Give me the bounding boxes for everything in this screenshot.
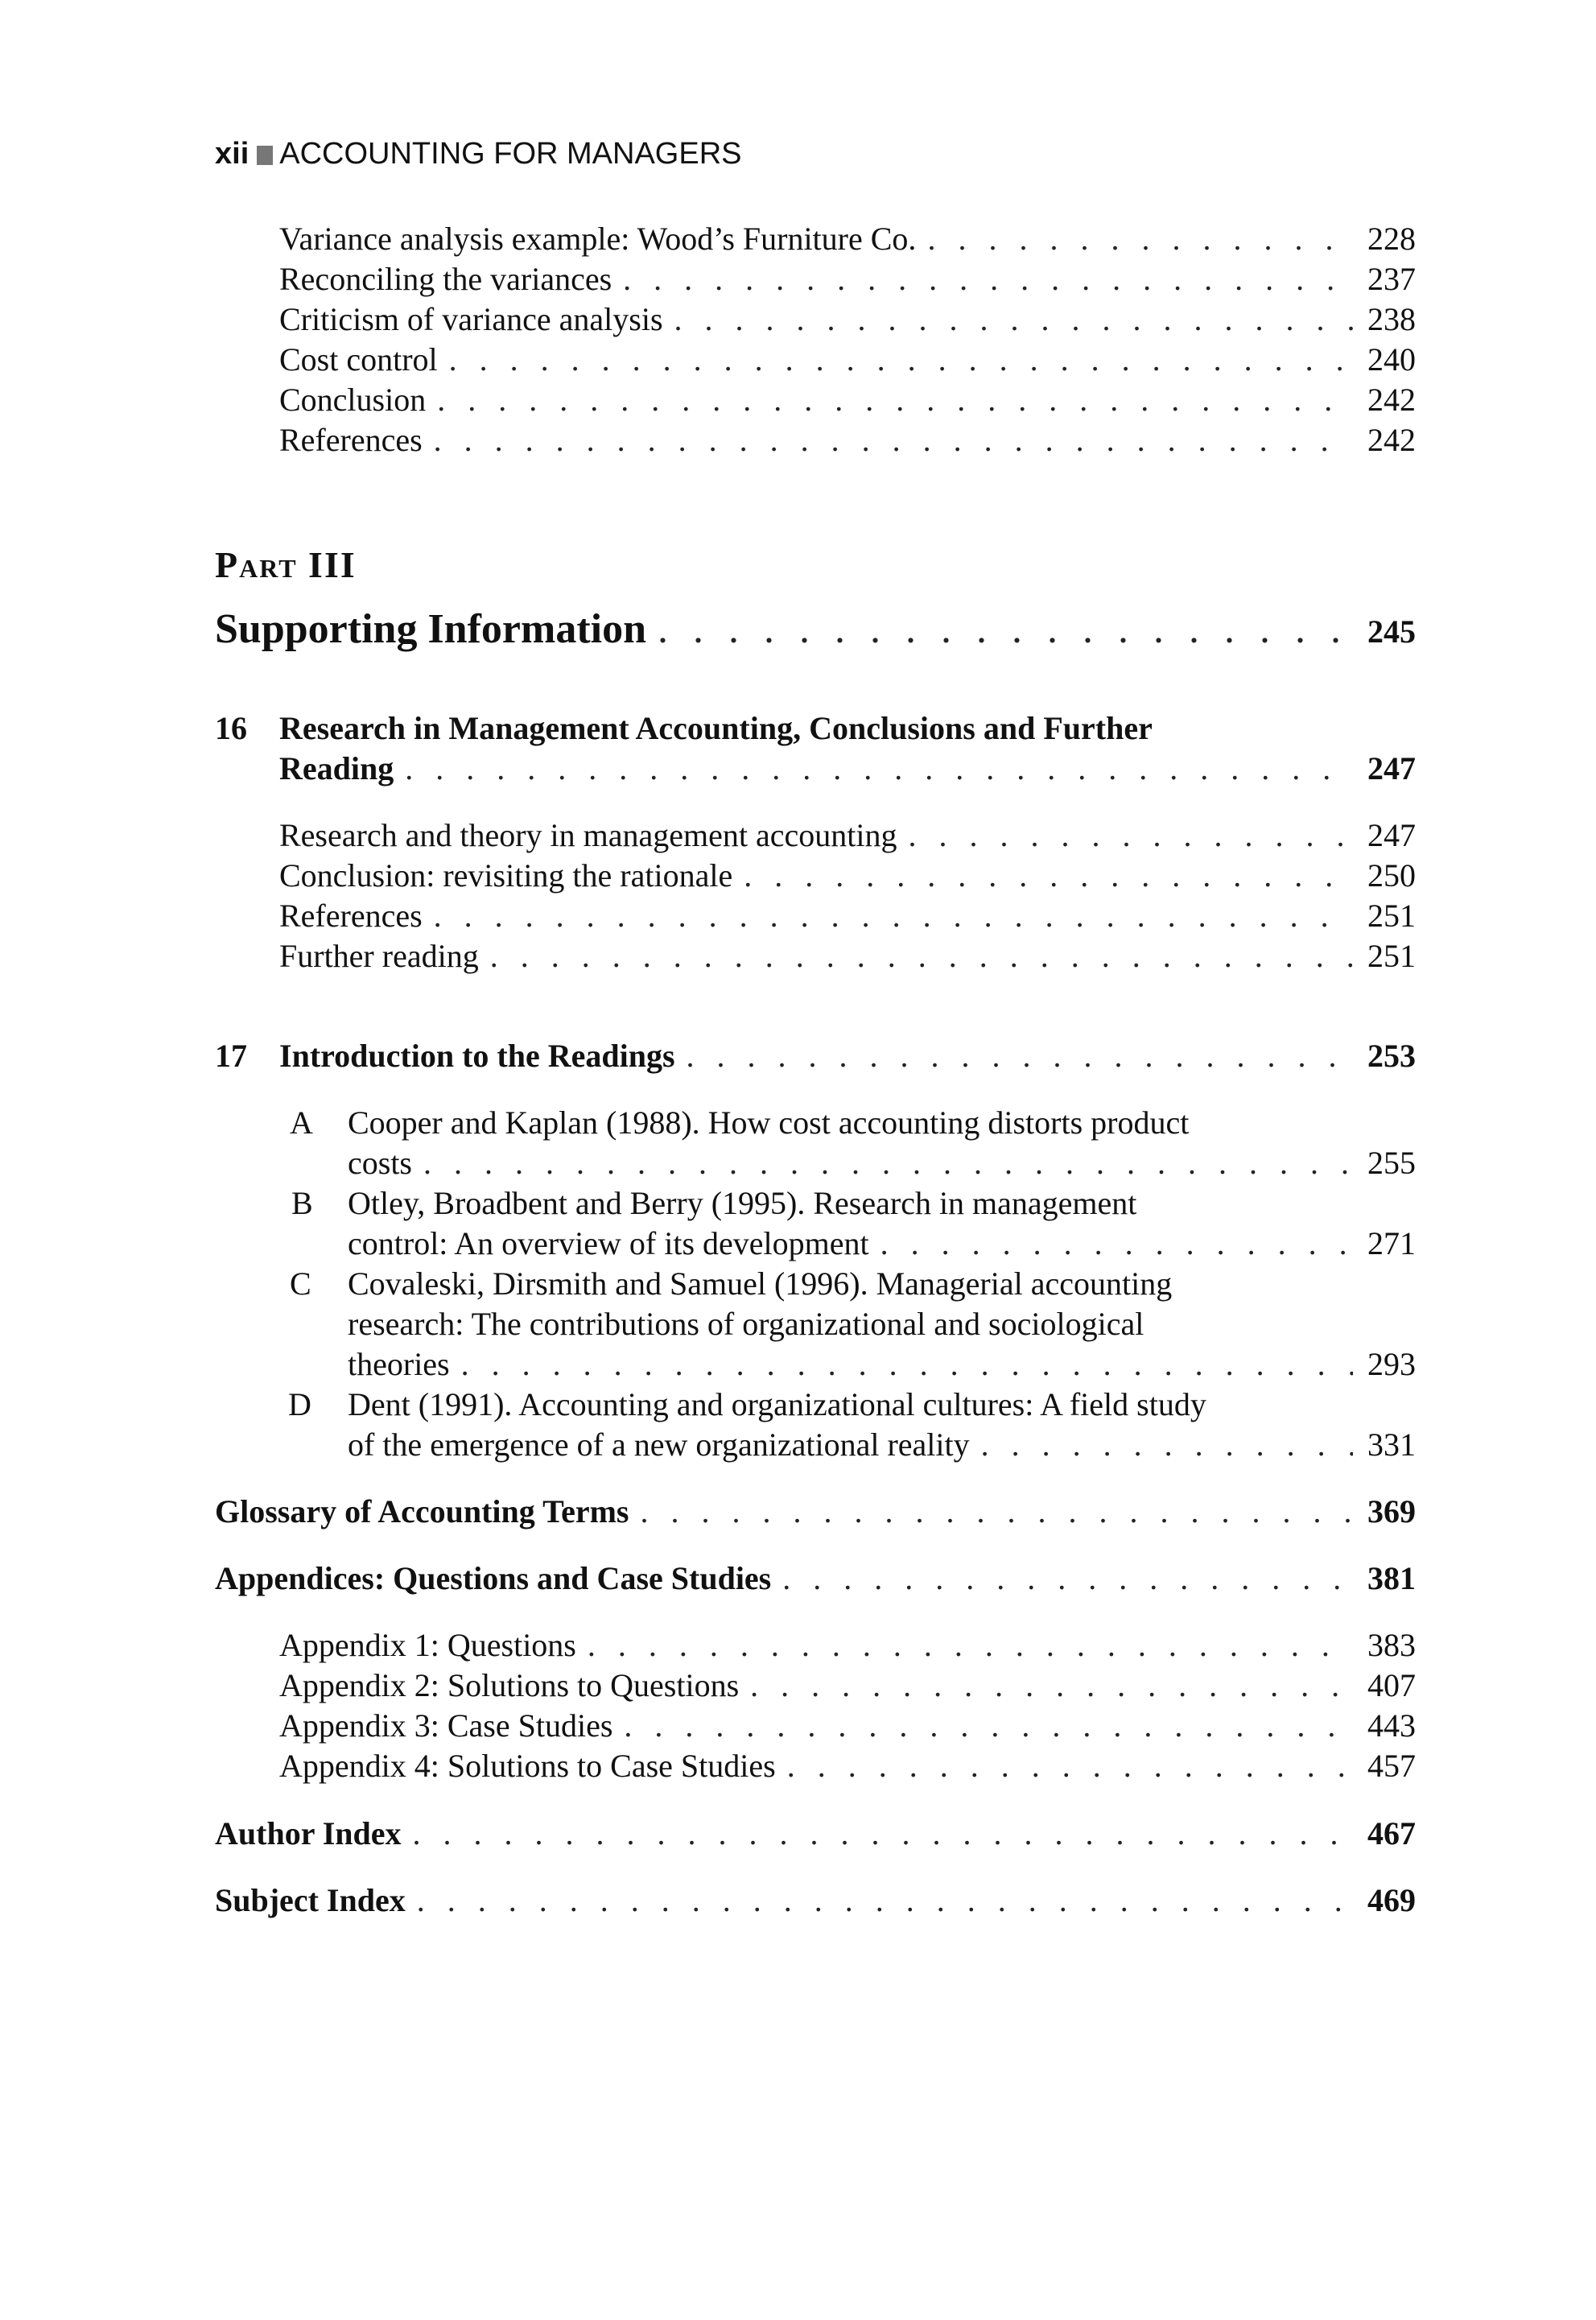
page-number: 247 (1367, 750, 1416, 786)
dot-leader (437, 380, 1353, 420)
toc-entry[interactable]: Research and theory in management accounting . . . 247 (279, 815, 1416, 856)
dot-leader (787, 1746, 1353, 1786)
page-folio: xii (215, 137, 250, 171)
reading-title[interactable]: Otley, Broadbent and Berry (1995). Research in management (348, 1185, 1137, 1221)
toc-entry[interactable]: Appendix 4: Solutions to Case Studies . . . 457 (279, 1746, 1416, 1786)
page-number: 251 (1367, 938, 1416, 974)
dot-leader (908, 815, 1353, 856)
dot-leader (640, 1492, 1353, 1532)
toc-entry[interactable]: Cost control . . . 240 (279, 340, 1416, 380)
chapter-number: 16 (215, 710, 247, 746)
toc-entry[interactable]: Further reading . . . 251 (279, 936, 1416, 976)
toc-entry[interactable]: Criticism of variance analysis . . . 238 (279, 299, 1416, 340)
appendices-entry[interactable]: Appendices: Questions and Case Studies . . . 381 (215, 1558, 1416, 1599)
dot-leader (413, 1814, 1353, 1854)
dot-leader (744, 856, 1353, 896)
toc-entry[interactable]: Appendix 3: Case Studies . . . 443 (279, 1706, 1416, 1746)
dot-leader (423, 1143, 1353, 1183)
page-number: 271 (1367, 1225, 1416, 1261)
reading-title[interactable]: research: The contributions of organizational and sociological (348, 1306, 1144, 1342)
reading-entry[interactable]: of the emergence of a new organizational reality . . . 331 (348, 1425, 1416, 1465)
chapter-title-entry[interactable]: Introduction to the Readings . . . 253 (279, 1036, 1416, 1076)
toc-entry[interactable]: References . . . 242 (279, 420, 1416, 460)
page-number: 238 (1367, 301, 1416, 337)
dot-leader (687, 1036, 1353, 1076)
square-bullet-icon (257, 146, 273, 165)
page-number: 247 (1367, 817, 1416, 853)
page-number: 469 (1367, 1882, 1416, 1918)
reading-entry[interactable]: costs . . . 255 (348, 1143, 1416, 1183)
page-number: 242 (1367, 382, 1416, 418)
glossary-entry[interactable]: Glossary of Accounting Terms . . . 369 (215, 1492, 1416, 1532)
toc-entry[interactable]: Appendix 2: Solutions to Questions . . . 407 (279, 1666, 1416, 1706)
page-number: 443 (1367, 1707, 1416, 1744)
reading-letter: C (290, 1265, 311, 1302)
dot-leader (981, 1425, 1353, 1465)
reading-entry[interactable]: control: An overview of its development . . . 271 (348, 1224, 1416, 1264)
subject-index-entry[interactable]: Subject Index . . . 469 (215, 1880, 1416, 1921)
dot-leader (434, 896, 1353, 936)
chapter-number: 17 (215, 1038, 247, 1074)
reading-letter: B (291, 1185, 313, 1221)
page-number: 240 (1367, 341, 1416, 378)
author-index-entry[interactable]: Author Index . . . 467 (215, 1814, 1416, 1854)
dot-leader (417, 1880, 1353, 1921)
page-number: 381 (1367, 1560, 1416, 1596)
reading-letter: A (290, 1104, 313, 1141)
page-number: 407 (1367, 1667, 1416, 1703)
reading-letter: D (288, 1386, 311, 1422)
page-number: 331 (1367, 1426, 1416, 1463)
toc-entry[interactable]: Conclusion: revisiting the rationale . . . 250 (279, 856, 1416, 896)
page-number: 228 (1367, 221, 1416, 257)
dot-leader (449, 340, 1353, 380)
page-number: 457 (1367, 1748, 1416, 1784)
reading-title[interactable]: Covaleski, Dirsmith and Samuel (1996). Managerial accounting (348, 1265, 1173, 1302)
page-number: 369 (1367, 1493, 1416, 1529)
page-number: 293 (1367, 1346, 1416, 1382)
chapter-title[interactable]: Research in Management Accounting, Conclusions and Further (279, 710, 1153, 746)
dot-leader (927, 219, 1353, 259)
dot-leader (623, 259, 1353, 299)
toc-entry[interactable]: Variance analysis example: Wood’s Furniture Co. . . . 228 (279, 219, 1416, 259)
dot-leader (624, 1706, 1353, 1746)
dot-leader (490, 936, 1353, 976)
dot-leader (782, 1558, 1353, 1599)
page-number: 250 (1367, 857, 1416, 894)
running-head (215, 138, 742, 169)
page-number: 467 (1367, 1815, 1416, 1851)
dot-leader (880, 1224, 1353, 1264)
reading-entry[interactable]: theories . . . 293 (348, 1344, 1416, 1385)
dot-leader (674, 299, 1353, 340)
dot-leader (434, 420, 1353, 460)
part-title-entry[interactable]: Supporting Information . . . 245 (215, 605, 1416, 656)
page-number: 242 (1367, 422, 1416, 458)
chapter-title-entry[interactable]: Reading . . . 247 (279, 749, 1416, 789)
dot-leader (750, 1666, 1353, 1706)
toc-entry[interactable]: Conclusion . . . 242 (279, 380, 1416, 420)
dot-leader (588, 1625, 1353, 1666)
toc-entry[interactable]: Appendix 1: Questions . . . 383 (279, 1625, 1416, 1666)
page-number: 255 (1367, 1145, 1416, 1181)
reading-title[interactable]: Dent (1991). Accounting and organizational cultures: A field study (348, 1386, 1206, 1422)
toc-entry[interactable]: Reconciling the variances . . . 237 (279, 259, 1416, 299)
dot-leader (405, 749, 1353, 789)
page-number: 245 (1367, 613, 1416, 650)
dot-leader (658, 605, 1353, 654)
dot-leader (461, 1344, 1353, 1385)
page-number: 383 (1367, 1627, 1416, 1663)
reading-title[interactable]: Cooper and Kaplan (1988). How cost accounting distorts product (348, 1104, 1190, 1141)
toc-entry[interactable]: References . . . 251 (279, 896, 1416, 936)
page-number: 253 (1367, 1038, 1416, 1074)
part-label: Part III (215, 544, 357, 585)
page-number: 237 (1367, 261, 1416, 297)
page-number: 251 (1367, 898, 1416, 934)
book-title: ACCOUNTING FOR MANAGERS (279, 137, 742, 171)
